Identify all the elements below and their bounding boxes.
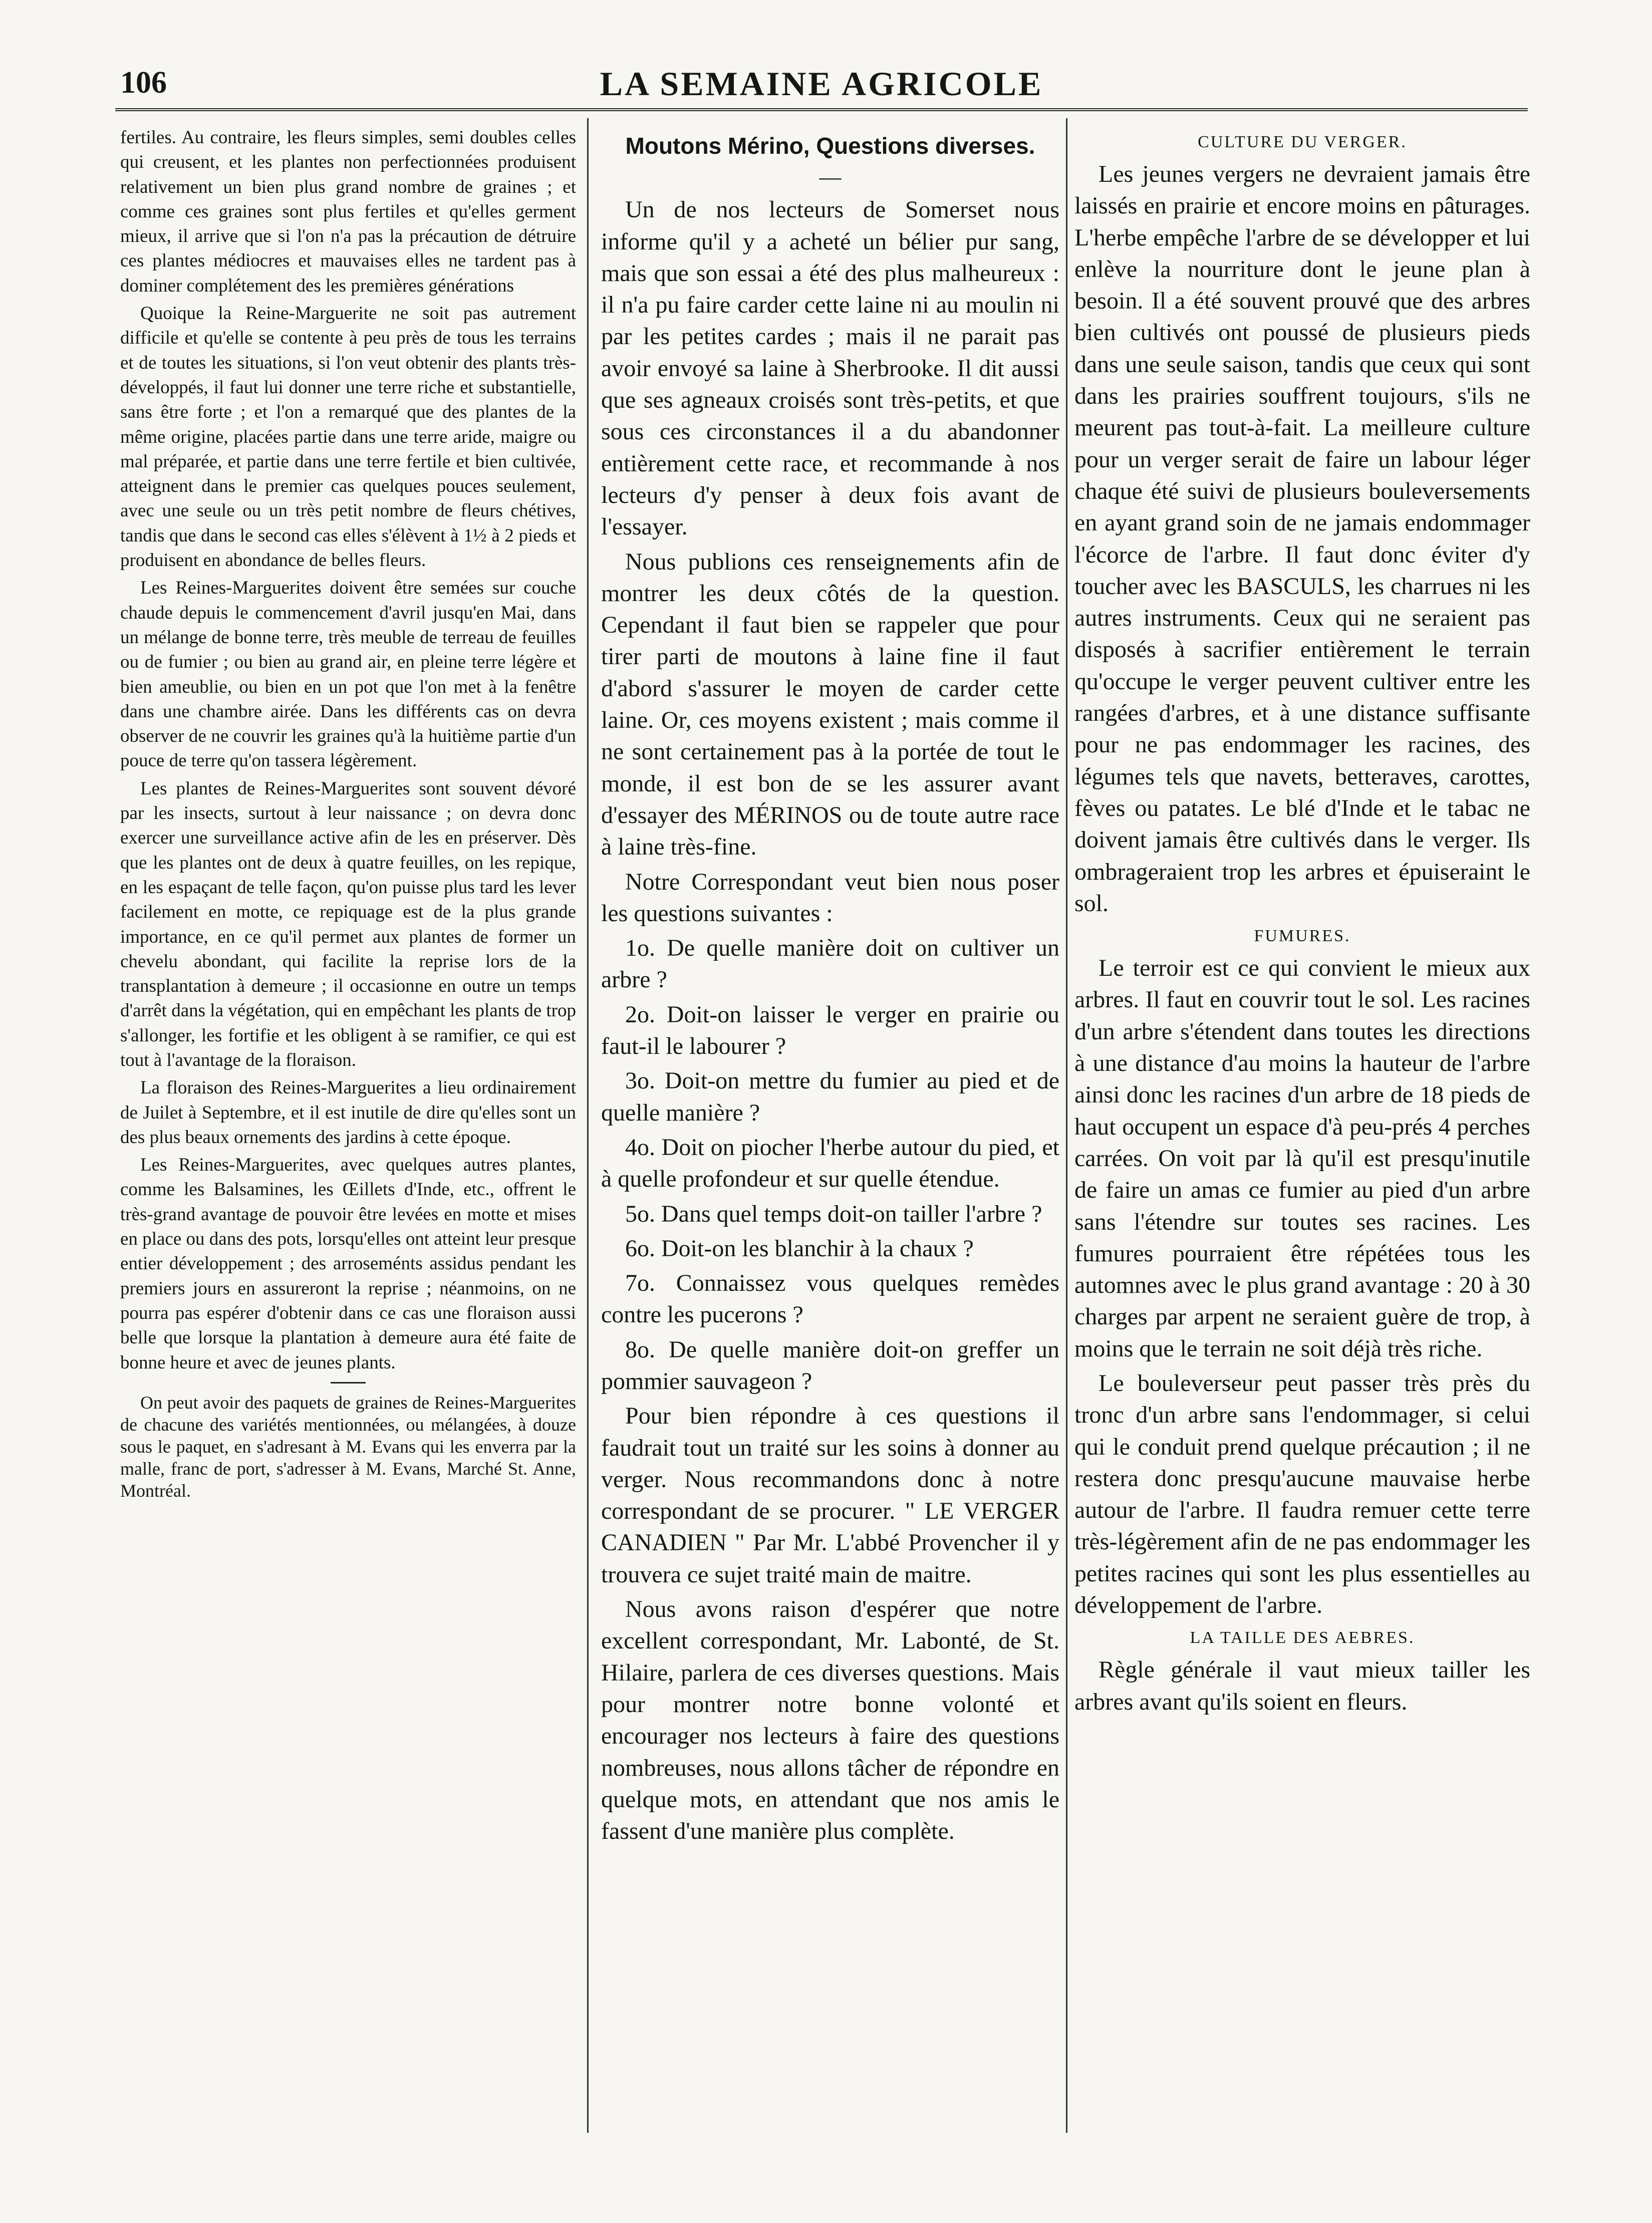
section-title-taille: LA TAILLE DES AEBRES. <box>1190 1628 1415 1647</box>
column-divider-left <box>587 118 589 2133</box>
question-8: 8o. De quelle manière doit-on greffer un pommier sauvageon ? <box>601 1336 1059 1395</box>
running-title: LA SEMAINE AGRICOLE <box>600 65 1043 103</box>
left-paragraph-3: Les Reines-Marguerites doivent être semées sur couche chaude depuis le commencement d'avril jusqu'en Mai, dans un mélange de bonne terre, très meuble de terreau de feuilles ou de fumier ; ou bien au grand air, en pleine terre légère et bien ameublie, ou bien en un pot que l'on met à la fenêtre dans une chambre airée. Dans les différents cas on devra observer de ne couvrir les graines qu'à la huitième partie d'un pouce de terre qu'on tassera légèrement. <box>120 578 576 771</box>
left-paragraph-6: Les Reines-Marguerites, avec quelques autres plantes, comme les Balsamines, les Œillets d'Inde, etc., offrent le très-grand avantage de pouvoir être levées en motte et mises en place ou dans des pots, lorsqu'elles ont atteint leur presque entier développement ; des arroseménts assidus pendant les premiers jours en assureront la reprise ; néanmoins, on ne pourra pas espérer d'obtenir dans ce cas une floraison aussi belle que lorsque la plantation à demeure aura été faite de bonne heure et avec de jeunes plants. <box>120 1155 576 1373</box>
left-paragraph-1: fertiles. Au contraire, les fleurs simples, semi doubles celles qui creusent, et les plantes non perfectionnées produisent relativement un bien plus grand nombre de graines ; et comme ces graines sont plus fertiles et qu'elles germent mieux, il arrive que si l'on n'a pas la précaution de détruire ces plantes médiocres et mauvaises elles ne tardent pas à dominer complétement des les premières générations <box>120 127 576 296</box>
right-column <box>1074 125 1530 2139</box>
middle-paragraph-5: Nous avons raison d'espérer que notre excellent correspondant, Mr. Labonté, de St. Hilaire, parlera de ces diverses questions. Mais pour montrer notre bonne volonté et encourager nos lecteurs à faire des questions nombreuses, nous allons tâcher de répondre en quelque mots, en attendant que nos amis le fassent d'une manière plus complète. <box>601 1596 1059 1845</box>
middle-column <box>601 125 1059 2139</box>
right-paragraph-4: Règle générale il vaut mieux tailler les arbres avant qu'ils soient en fleurs. <box>1074 1656 1530 1715</box>
column-divider-right <box>1066 118 1067 2133</box>
left-separator <box>331 1382 366 1383</box>
page-number: 106 <box>120 66 167 100</box>
right-paragraph-3: Le bouleverseur peut passer très près du tronc d'un arbre sans l'endommager, si celui qui le conduit prend quelque précaution ; il ne restera donc presqu'aucune mauvaise herbe autour de l'arbre. Il faudra remuer cette terre très-légèrement afin de ne pas endommager les petites racines qui sont les plus essentielles au développement de l'arbre. <box>1074 1369 1530 1619</box>
header-rule <box>115 108 1528 111</box>
left-paragraph-2: Quoique la Reine-Marguerite ne soit pas autrement difficile et qu'elle se contente à peu près de tous les terrains et de toutes les situations, si l'on veut obtenir des plants très-développés, il faut lui donner une terre riche et substantielle, sans être forte ; et l'on a remarqué que des plantes de la même origine, placées partie dans une terre aride, maigre ou mal préparée, et partie dans une terre fertile et bien cultivée, atteignent dans le premier cas quelques pouces seulement, avec une seule ou un très petit nombre de fleurs chétives, tandis que dans le second cas elles s'élèvent à 1½ à 2 pieds et produisent en abondance de belles fleurs. <box>120 303 576 571</box>
question-6: 6o. Doit-on les blanchir à la chaux ? <box>625 1235 974 1262</box>
question-2: 2o. Doit-on laisser le verger en prairie ou faut-il le labourer ? <box>601 1001 1059 1060</box>
left-paragraph-5: La floraison des Reines-Marguerites a lieu ordinairement de Juilet à Septembre, et il est inutile de dire qu'elles sont un des plus beaux ornements des jardins à cette époque. <box>120 1077 576 1148</box>
left-paragraph-4: Les plantes de Reines-Marguerites sont souvent dévoré par les insects, surtout à leur naissance ; on devra donc exercer une surveillance active afin de les en préserver. Dès que les plantes ont de deux à quatre feuilles, on les repique, en les espaçant de telle façon, qu'on puisse plus tard les lever facilement en motte, ce repiquage est de la plus grande importance, en ce qu'il permet aux plantes de former un chevelu abondant, qui facilite la reprise lors de la transplantation à demeure ; il occasionne en outre un temps d'arrêt dans la végétation, qui en empêchant les plants de trop s'allonger, les fortifie et les obligent à se ramifier, ce qui est tout à l'avantage de la floraison. <box>120 778 576 1070</box>
question-7: 7o. Connaissez vous quelques remèdes contre les pucerons ? <box>601 1270 1059 1328</box>
seed-note <box>120 1392 576 1502</box>
seed-note-text: On peut avoir des paquets de graines de Reines-Marguerites de chacune des variétés mentionnées, ou mélangées, à douze sous le paquet, en s'adresant à M. Evans qui les enverra par la malle, franc de port, s'adresser à M. Evans, Marché St. Anne, Montréal. <box>120 1392 576 1501</box>
question-5: 5o. Dans quel temps doit-on tailler l'arbre ? <box>625 1200 1042 1227</box>
left-column <box>120 125 576 2139</box>
page-header <box>115 60 1528 115</box>
question-4: 4o. Doit on piocher l'herbe autour du pied, et à quelle profondeur et sur quelle étendue. <box>601 1134 1059 1193</box>
middle-paragraph-3: Notre Correspondant veut bien nous poser les questions suivantes : <box>601 868 1059 927</box>
middle-paragraph-4: Pour bien répondre à ces questions il faudrait tout un traité sur les soins à donner au verger. Nous recommandons donc à notre correspondant de se procurer. " LE VERGER CANADIEN " Par Mr. L'abbé Provencher il y trouvera ce sujet traité main de maitre. <box>601 1403 1059 1588</box>
question-3: 3o. Doit-on mettre du fumier au pied et de quelle manière ? <box>601 1067 1059 1126</box>
question-1: 1o. De quelle manière doit on cultiver un arbre ? <box>601 935 1059 993</box>
section-title-culture: CULTURE DU VERGER. <box>1198 133 1407 151</box>
title-dash: — <box>819 165 842 190</box>
right-paragraph-1: Les jeunes vergers ne devraient jamais être laissés en prairie et encore moins en pâturages. L'herbe empêche l'arbre de se développer et lui enlève la nourriture dont le jeune plan à besoin. Il a été souvent prouvé que des arbres bien cultivés ont poussé de plusieurs pieds dans une seule saison, tandis que ceux qui sont dans les prairies souffrent toujours, s'ils ne meurent pas tout-à-fait. La meilleure culture pour un verger serait de faire un labour léger chaque été suivi de plusieurs bouleversements en ayant grand soin de ne jamais endommager l'écorce de l'arbre. Il faut donc éviter d'y toucher avec les BASCULS, les charrues ni les autres instruments. Ceux qui ne seraient pas disposés à sacrifier entièrement le terrain qu'occupe le verger peuvent cultiver entre les rangées d'arbres, et à une distance suffisante pour ne pas endommager les racines, des légumes tels que navets, betteraves, carottes, fèves ou patates. Le blé d'Inde et le tabac ne doivent jamais être cultivés dans le verger. Ils ombrageraient trop les arbres et épuiseraint le sol. <box>1074 161 1530 917</box>
middle-paragraph-1: Un de nos lecteurs de Somerset nous informe qu'il y a acheté un bélier pur sang, mais que son essai a été des plus malheureux : il n'a pu faire carder cette laine ni au moulin ni par les petites cardes ; mais il ne parait pas avoir envoyé sa laine à Sherbrooke. Il dit aussi que ses agneaux croisés sont très-petits, et que sous ces circonstances il a du abandonner entièrement cette race, et recommande à nos lecteurs d'y penser à deux fois avant de l'essayer. <box>601 196 1059 540</box>
right-paragraph-2: Le terroir est ce qui convient le mieux aux arbres. Il faut en couvrir tout le sol. Les racines d'un arbre s'étendent dans toutes les directions à une distance d'au moins la hauteur de l'arbre ainsi donc les racines d'un arbre de 18 pieds de haut occupent un espace d'à peu-prés 4 perches carrées. On voit par là qu'il est presqu'inutile de faire un amas ce fumier au pied d'un arbre sans l'étendre sur toutes ses racines. Les fumures pourraient être répétées tous les automnes avec le plus grand avantage : 20 à 30 charges par arpent ne seraient guère de trop, à moins que le terrain ne soit déjà très riche. <box>1074 955 1530 1362</box>
section-title-fumures: FUMURES. <box>1254 927 1351 946</box>
article-title-merino: Moutons Mérino, Questions diverses. <box>625 133 1035 159</box>
middle-paragraph-2: Nous publions ces renseignements afin de montrer les deux côtés de la question. Cependant il faut bien se rappeler que pour tirer parti de moutons à laine fine il faut d'abord s'assurer le moyen de carder cette laine. Or, ces moyens existent ; mais comme il ne sont certainement pas à la portée de tout le monde, il est bon de se les assurer avant d'essayer des MÉRINOS ou de toute autre race à laine très-fine. <box>601 548 1059 861</box>
